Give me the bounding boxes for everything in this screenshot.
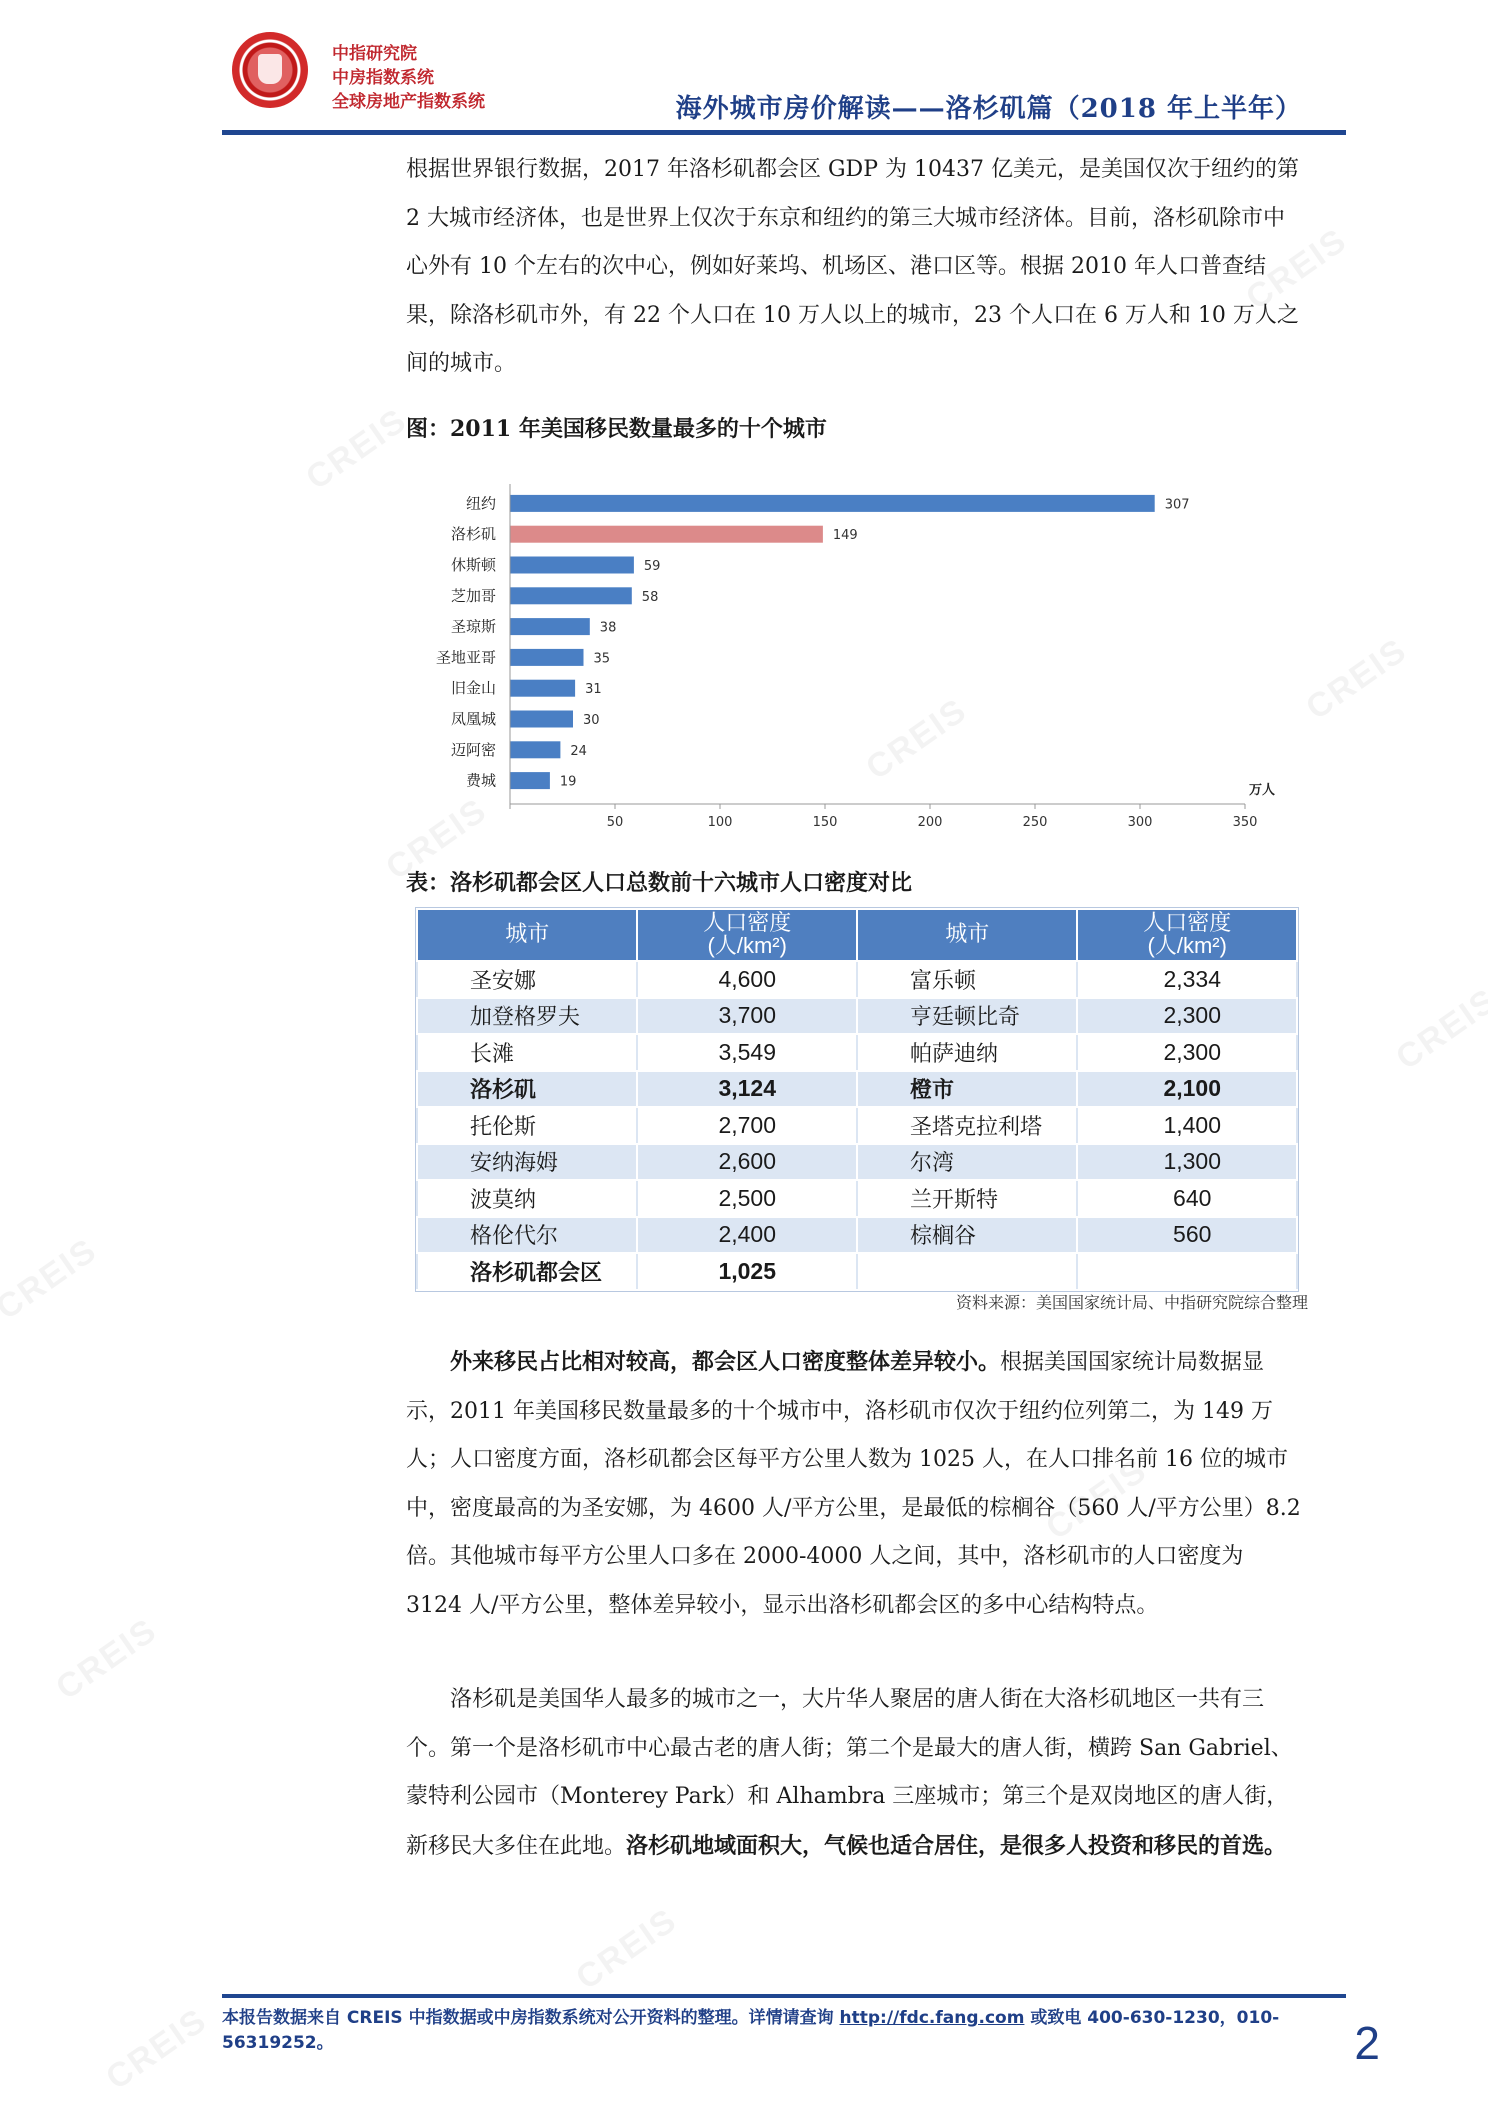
category-label: 迈阿密 [450,740,496,759]
density-cell: 2,300 [1077,1034,1297,1071]
org-names [332,42,485,114]
x-tick-label: 100 [707,815,733,830]
density-cell: 3,549 [637,1034,857,1071]
footer-note-text: 本报告数据来自 CREIS 中指数据或中房指数系统对公开资料的整理。详情请查询 [222,2008,840,2028]
footer-contact: 或致电 400-630-1230，010-56319252。 [222,2008,1280,2053]
analysis-lead: 外来移民占比相对较高，都会区人口密度整体差异较小。 [450,1349,1001,1375]
city-cell: 亨廷顿比奇 [857,998,1077,1035]
x-tick-label: 350 [1232,815,1258,830]
bar [510,649,584,666]
watermark [569,1901,685,1998]
watermark [1389,981,1488,1078]
table-row [417,1034,1297,1071]
density-cell: 560 [1077,1217,1297,1254]
x-tick-label: 200 [917,815,943,830]
bar [510,526,823,543]
bar [510,680,575,697]
table-source: 资料来源：美国国家统计局、中指研究院综合整理 [955,1293,1308,1312]
bar [510,495,1155,512]
watermark [299,401,415,498]
table-row [417,1107,1297,1144]
intro-paragraph: 根据世界银行数据，2017 年洛杉矶都会区 GDP 为 10437 亿美元，是美国仅次于纽约的第 2 大城市经济体，也是世界上仅次于东京和纽约的第三大城市经济体。目前，洛杉矶除市中心外有 10 个左右的次中心，例如好莱坞、机场区、港口区等。根据 2010 年人口普查结果，除洛杉矶市外，有 22 个人口在 10 万人以上的城市，23 个人口在 6 万人和 10 万人之间的城市。 [406,157,1299,376]
table-caption: 表：洛杉矶都会区人口总数前十六城市人口密度对比 [406,870,913,896]
density-cell: 3,124 [637,1071,857,1108]
density-cell: 2,400 [637,1217,857,1254]
value-label: 149 [832,528,858,544]
category-label: 芝加哥 [450,586,496,605]
city-cell: 加登格罗夫 [417,998,637,1035]
density-cell: 640 [1077,1180,1297,1217]
org-line: 中房指数系统 [332,68,434,88]
watermark [0,1231,105,1328]
city-cell: 格伦代尔 [417,1217,637,1254]
density-cell: 2,334 [1077,961,1297,998]
org-line: 中指研究院 [332,44,417,64]
bar [510,711,573,728]
value-label: 35 [593,651,611,667]
density-cell: 2,100 [1077,1071,1297,1108]
value-label: 24 [570,743,587,759]
value-label: 307 [1164,497,1190,513]
table-row [417,1253,1297,1290]
chinatown-paragraph [406,1676,1306,1871]
value-label: 58 [641,589,659,605]
density-cell [1077,1253,1297,1290]
org-line: 全球房地产指数系统 [332,92,485,112]
value-label: 30 [583,713,600,728]
header-density-unit: (人/km²) [707,933,787,958]
figure-caption: 图：2011 年美国移民数量最多的十个城市 [406,416,827,442]
city-cell: 安纳海姆 [417,1144,637,1181]
table-header-row [417,909,1297,961]
density-table [416,908,1298,1291]
bar [510,587,632,604]
watermark [99,2001,215,2098]
city-cell: 洛杉矶 [417,1071,637,1108]
category-label: 凤凰城 [450,710,496,728]
table-row [417,1071,1297,1108]
table-row [417,961,1297,998]
x-tick-label: 150 [812,815,838,830]
category-label: 旧金山 [450,679,496,698]
city-cell [857,1253,1077,1290]
city-cell: 圣安娜 [417,961,637,998]
density-cell: 1,400 [1077,1107,1297,1144]
value-label: 38 [599,620,617,636]
header-density [1077,909,1297,961]
chinatown-body: 洛杉矶是美国华人最多的城市之一，大片华人聚居的唐人街在大洛杉矶地区一共有三个。第一个是洛杉矶市中心最古老的唐人街；第二个是最大的唐人街，横跨 San Gabriel、蒙特利公园市（Monterey Park）和 Alhambra 三座城市；第三个是双岗地区的唐人街，新移民大多住在此地。 [406,1687,1293,1859]
city-cell: 兰开斯特 [857,1180,1077,1217]
header-density-top: 人口密度 [703,911,792,936]
category-label: 休斯顿 [450,556,496,574]
bar [510,557,634,574]
value-label: 19 [559,774,577,790]
chinatown-conclusion: 洛杉矶地域面积大，气候也适合居住，是很多人投资和移民的首选。 [626,1832,1287,1859]
bar [510,618,590,635]
density-cell: 2,700 [637,1107,857,1144]
x-tick-label: 250 [1022,815,1048,830]
city-cell: 长滩 [417,1034,637,1071]
city-cell: 棕榈谷 [857,1217,1077,1254]
header-city: 城市 [857,909,1077,961]
header-density-top: 人口密度 [1143,911,1232,936]
density-cell: 1,025 [637,1253,857,1290]
city-cell: 橙市 [857,1071,1077,1108]
category-label: 圣琼斯 [450,617,496,636]
city-cell: 波莫纳 [417,1180,637,1217]
value-label: 59 [643,559,661,574]
unit-label: 万人 [1248,783,1275,798]
density-cell: 2,300 [1077,998,1297,1035]
category-label: 纽约 [465,494,496,513]
city-cell: 富乐顿 [857,961,1077,998]
report-title: 海外城市房价解读——洛杉矶篇（2018 年上半年） [675,94,1302,124]
footer-divider [222,1994,1346,1998]
category-label: 费城 [465,771,496,790]
institute-logo [232,32,308,108]
density-cell: 1,300 [1077,1144,1297,1181]
header-density-unit: (人/km²) [1147,933,1227,958]
bar [510,741,560,758]
density-cell: 2,600 [637,1144,857,1181]
watermark [49,1611,165,1708]
density-cell: 3,700 [637,998,857,1035]
table-row [417,998,1297,1035]
value-label: 31 [585,682,602,698]
city-cell: 圣塔克拉利塔 [857,1107,1077,1144]
header-density [637,909,857,961]
analysis-paragraph [406,1338,1306,1630]
x-tick-label: 300 [1127,815,1153,830]
density-cell: 4,600 [637,961,857,998]
table-row [417,1217,1297,1254]
category-label: 洛杉矶 [450,525,496,544]
table-row [417,1180,1297,1217]
analysis-body: 根据美国国家统计局数据显示，2011 年美国移民数量最多的十个城市中，洛杉矶市仅次于纽约位列第二，为 149 万人；人口密度方面，洛杉矶都会区每平方公里人数为 1025 人，在人口排名前 16 位的城市中，密度最高的为圣安娜，为 4600 人/平方公里，是最低的棕榈谷（560 人/平方公里）8.2 倍。其他城市每平方公里人口多在 2000-4000 人之间，其中，洛杉矶市的人口密度为 3124 人/平方公里，整体差异较小，显示出洛杉矶都会区的多中心结构特点。 [406,1350,1301,1618]
page-number: 2 [1354,2017,1380,2069]
city-cell: 尔湾 [857,1144,1077,1181]
category-label: 圣地亚哥 [435,648,496,667]
table-row [417,1144,1297,1181]
density-cell: 2,500 [637,1180,857,1217]
header-city: 城市 [417,909,637,961]
bar [510,772,550,789]
immigration-bar-chart [400,470,1320,830]
city-cell: 洛杉矶都会区 [417,1253,637,1290]
footer-link[interactable]: http://fdc.fang.com [839,2008,1025,2028]
x-tick-label: 50 [606,815,624,830]
footer-note [222,2006,1322,2056]
city-cell: 托伦斯 [417,1107,637,1144]
header-divider [222,130,1346,135]
city-cell: 帕萨迪纳 [857,1034,1077,1071]
